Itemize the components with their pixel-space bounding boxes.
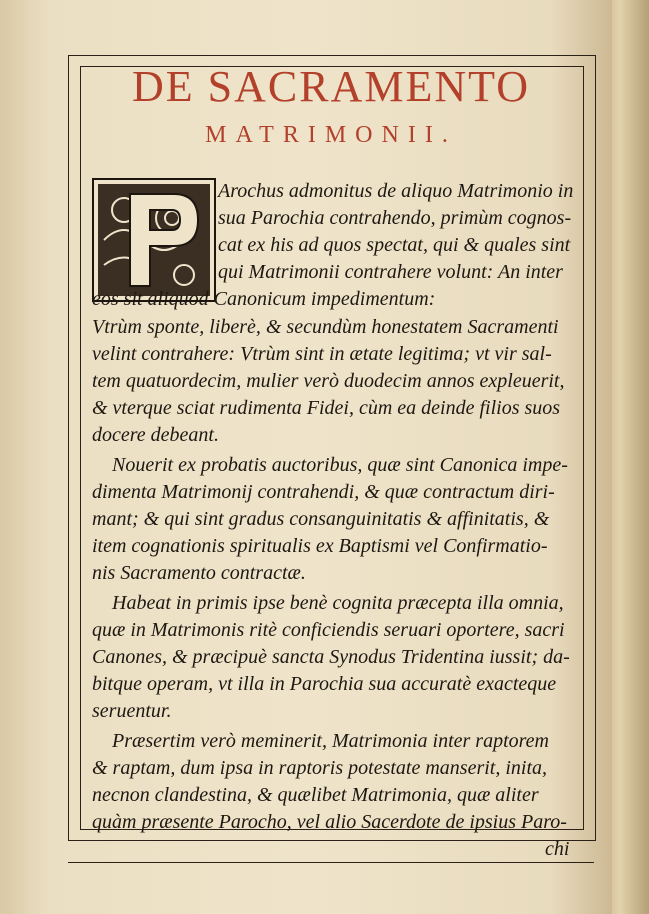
- text-line-14: item cognationis spiritualis ex Baptismi vel Confirmatio-: [92, 535, 548, 557]
- text-line-23: necnon clandestina, & quælibet Matrimonia, quæ aliter: [92, 784, 539, 806]
- text-line-19: bitque operam, vt illa in Parochia sua accuratè exacteque: [92, 673, 557, 695]
- text-line-20: seruentur.: [92, 700, 172, 722]
- page-title: DE SACRAMENTO: [131, 62, 530, 111]
- text-line-4: qui Matrimonii contrahere volunt: An inter: [218, 261, 563, 283]
- text-line-22: & raptam, dum ipsa in raptoris potestate manserit, inita,: [92, 757, 548, 779]
- text-line-7: velint contrahere: Vtrùm sint in ætate legitima; vt vir sal-: [92, 343, 552, 365]
- text-line-2: sua Parochia contrahendo, primùm cognos-: [218, 207, 572, 229]
- text-line-3: cat ex his ad quos spectat, qui & quales sint: [218, 234, 571, 256]
- text-line-11: Nouerit ex probatis auctoribus, quæ sint Canonica impe-: [112, 454, 568, 476]
- text-line-17: quæ in Matrimonis ritè conficiendis seruari oportere, sacri: [92, 619, 565, 641]
- text-line-13: mant; & qui sint gradus consanguinitatis & affinitatis, &: [92, 508, 550, 530]
- bottom-rule: [68, 862, 594, 863]
- catchword: chi: [545, 838, 570, 860]
- text-line-15: nis Sacramento contractæ.: [92, 562, 306, 584]
- text-line-21: Præsertim verò meminerit, Matrimonia inter raptorem: [112, 730, 550, 752]
- text-line-10: docere debeant.: [92, 424, 219, 446]
- text-line-9: & vterque sciat rudimenta Fidei, cùm ea deinde filios suos: [92, 397, 561, 419]
- text-line-5: eos sit aliquod Canonicum impedimentum:: [92, 288, 436, 310]
- page-subtitle: MATRIMONII.: [205, 122, 457, 148]
- text-line-1: Arochus admonitus de aliquo Matrimonio in: [218, 180, 574, 202]
- text-line-6: Vtrùm sponte, liberè, & secundùm honestatem Sacramenti: [92, 316, 559, 338]
- bleed-through: [232, 34, 382, 50]
- text-line-16: Habeat in primis ipse benè cognita præcepta illa omnia,: [112, 592, 564, 614]
- text-line-8: tem quatuordecim, mulier verò duodecim annos expleuerit,: [92, 370, 565, 392]
- text-line-18: Canones, & præcipuè sancta Synodus Tridentina iussit; da-: [92, 646, 570, 668]
- text-line-24: quàm præsente Parocho, vel alio Sacerdote de ipsius Paro-: [92, 811, 567, 833]
- decorated-initial-p-icon: [92, 178, 216, 302]
- text-line-12: dimenta Matrimonij contrahendi, & quæ contractum diri-: [92, 481, 555, 503]
